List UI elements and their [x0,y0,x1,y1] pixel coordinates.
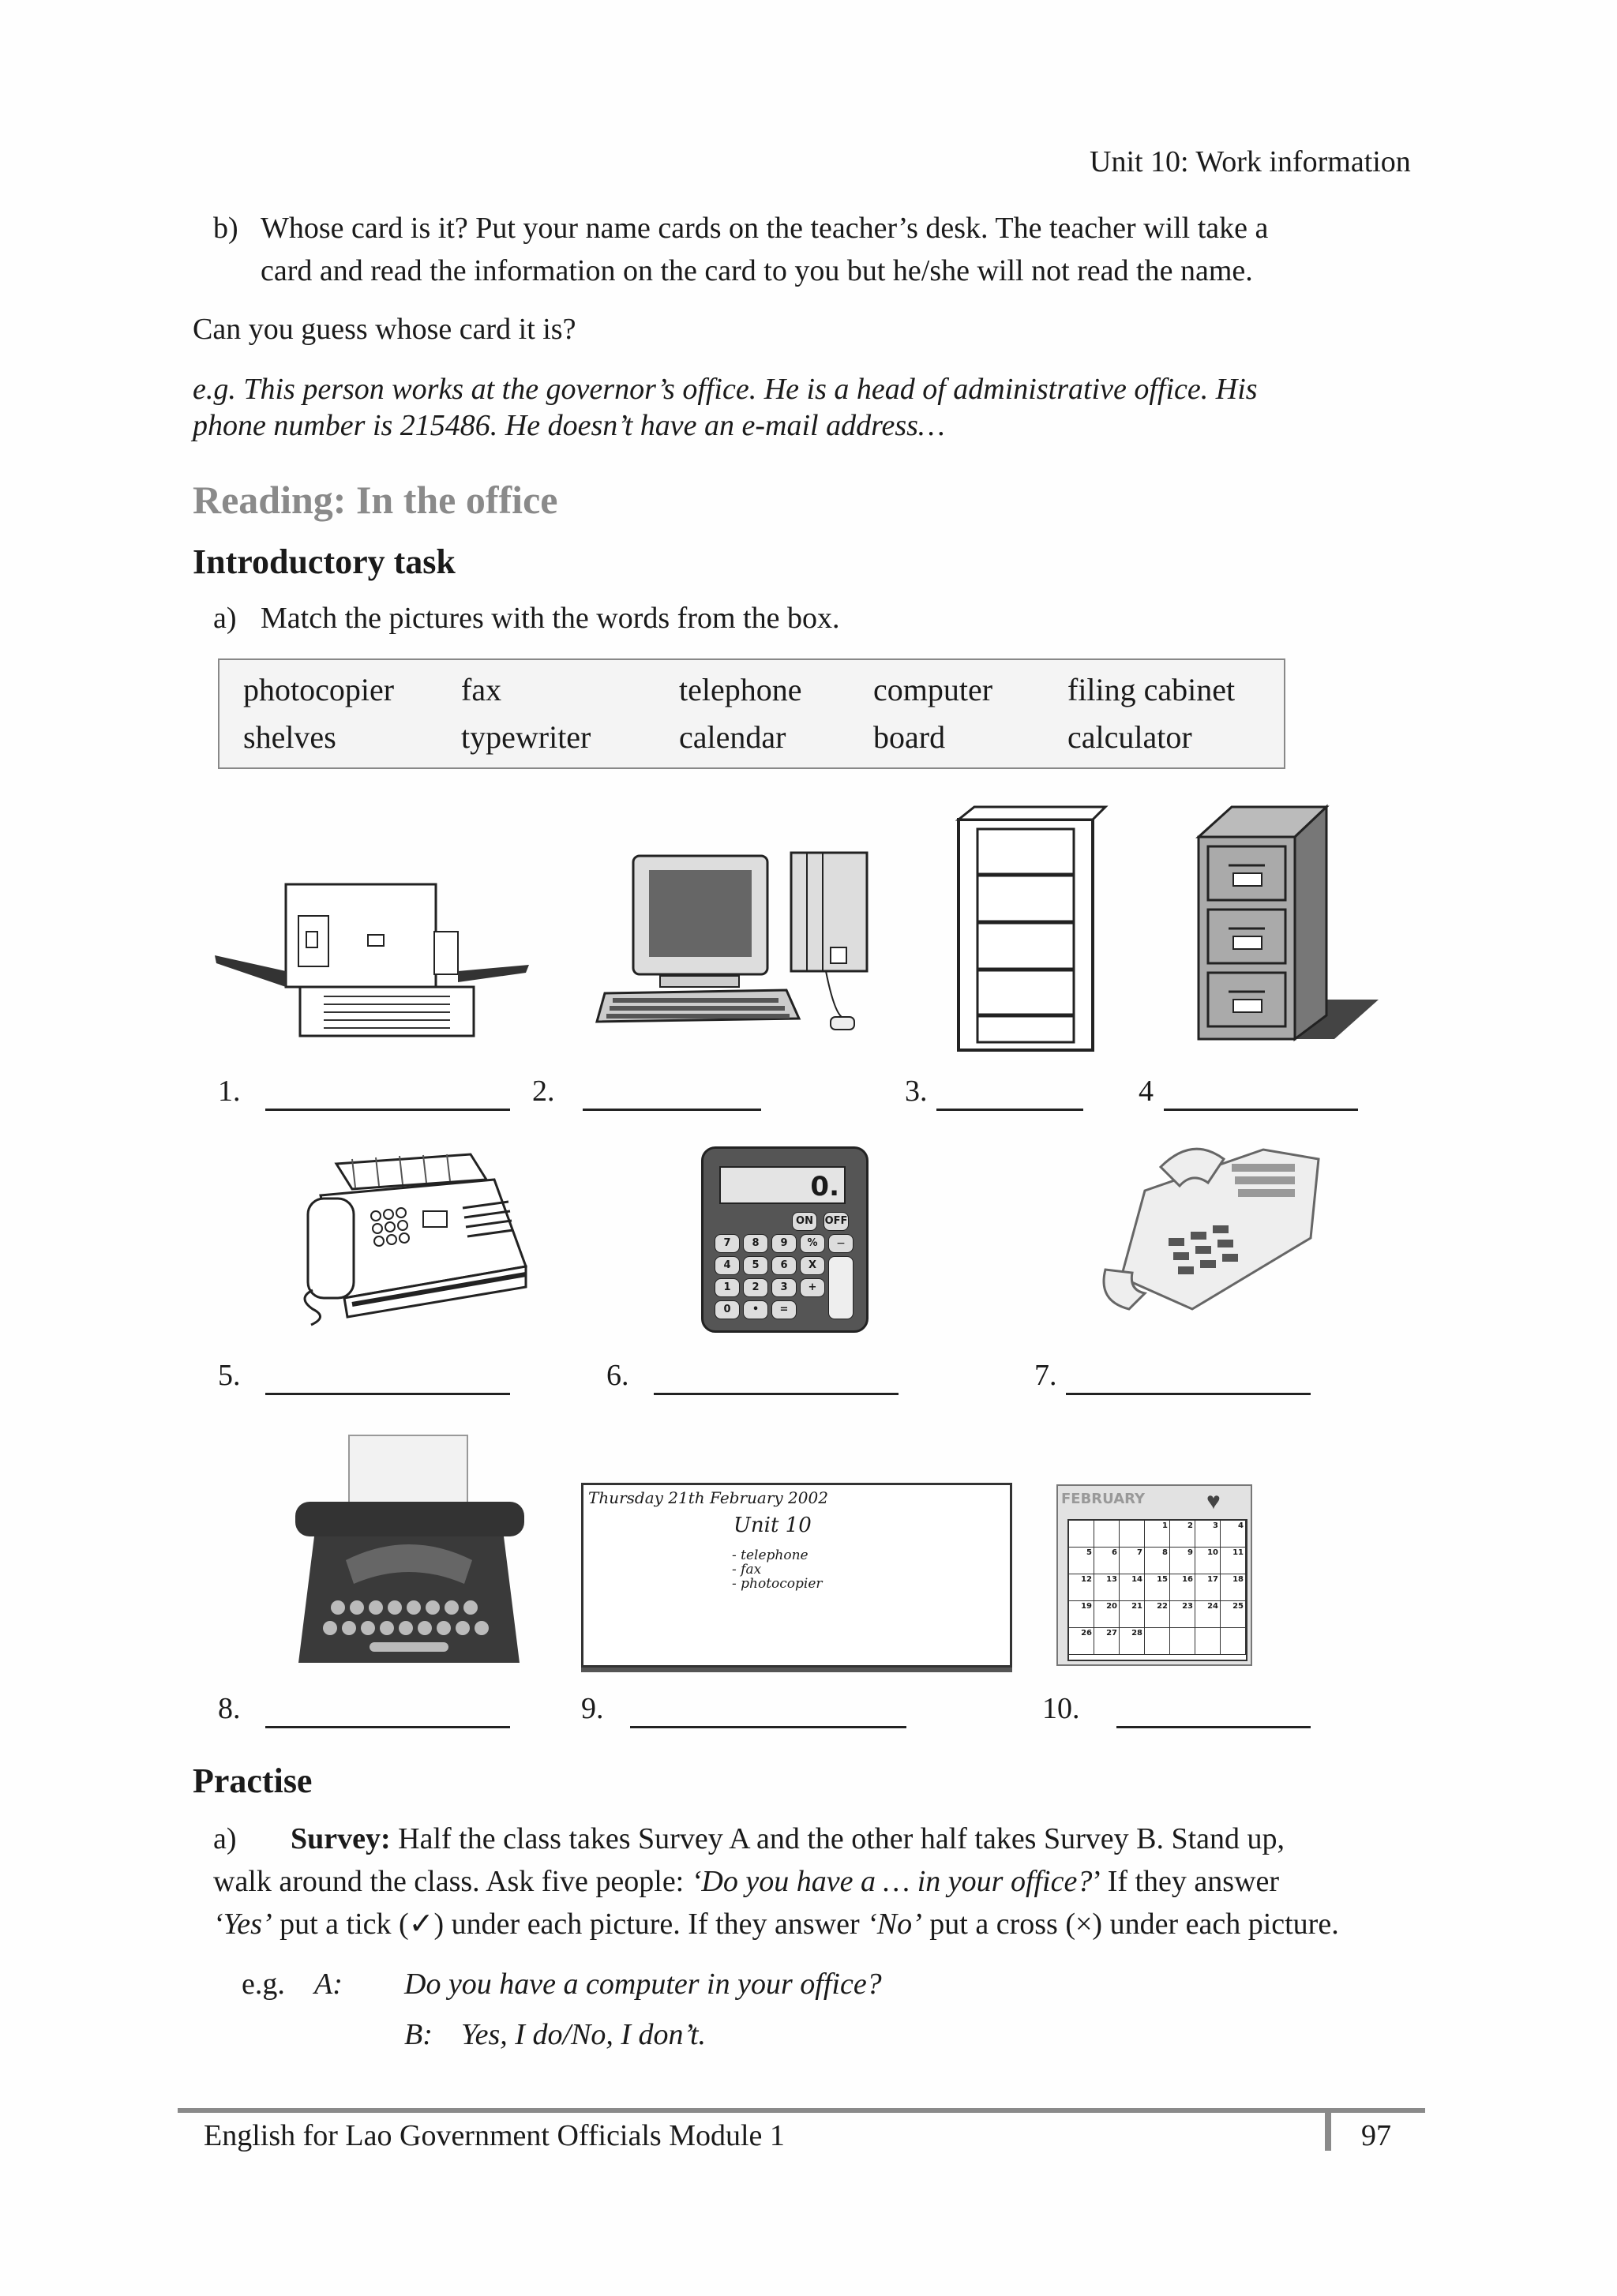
calendar-cell [1221,1628,1246,1655]
yes-word: ‘Yes’ [213,1908,272,1941]
calculator-key: X [800,1256,825,1275]
calculator-key: 6 [771,1256,797,1275]
picture-label: 10. [1042,1692,1080,1725]
word-item: calendar [679,719,786,755]
page-number: 97 [1361,2119,1391,2152]
task-b-line1: Whose card is it? Put your name cards on the teacher’s desk. The teacher will take a [261,212,1269,245]
calendar-cell: 20 [1094,1601,1120,1628]
calculator-key: 0 [715,1300,740,1319]
cross-icon: × [1075,1908,1093,1941]
calculator-key: 4 [715,1256,740,1275]
instruction-text: Match the pictures with the words from the box. [261,602,840,635]
calendar-cell [1170,1628,1195,1655]
practise-heading: Practise [193,1761,313,1800]
word-item: telephone [679,672,802,707]
calendar-cell [1195,1628,1221,1655]
typewriter-picture [291,1434,527,1671]
calendar-cell: 16 [1170,1574,1195,1601]
calendar-cell: 23 [1170,1601,1195,1628]
word-box [218,658,1285,769]
answer-blank-2[interactable] [583,1082,761,1111]
survey-text3a: put a tick ( [272,1908,409,1941]
survey-text3d: ) under each picture. [1092,1908,1339,1941]
calculator-key: 7 [715,1234,740,1253]
photocopier-picture [213,869,545,1042]
survey-question: ‘Do you have a … in your office? [691,1865,1093,1898]
example-line2: phone number is 215486. He doesn’t have an e-mail address… [193,409,945,442]
calendar-cell: 11 [1221,1548,1246,1574]
task-b-question: Can you guess whose card it is? [193,313,576,346]
filing-cabinet-picture [1192,802,1390,1039]
calculator-key: = [771,1300,797,1319]
calculator-picture [701,1146,869,1333]
calendar-cell [1069,1521,1094,1548]
board-picture [581,1483,1012,1668]
answer-blank-1[interactable] [265,1082,510,1111]
answer-blank-9[interactable] [630,1699,906,1728]
instruction-label: a) [213,602,237,635]
survey-line1 [291,1818,1285,1860]
picture-label: 9. [581,1692,604,1725]
shelves-picture [951,804,1109,1041]
calendar-cell: 22 [1145,1601,1170,1628]
fax-picture [297,1148,534,1330]
calendar-cell: 13 [1094,1574,1120,1601]
answer-blank-5[interactable] [265,1366,510,1395]
speaker-b: B: [404,2018,433,2051]
dialogue-b: Yes, I do/No, I don’t. [461,2018,707,2051]
answer-blank-6[interactable] [654,1366,899,1395]
word-item: computer [873,672,993,707]
calendar-month: FEBRUARY [1061,1491,1146,1507]
board-item: - telephone [732,1548,808,1563]
word-item: fax [461,672,502,707]
calendar-cell [1094,1521,1120,1548]
picture-label: 3. [905,1075,928,1108]
calculator-key: % [800,1234,825,1253]
word-item: board [873,719,946,755]
calculator-key: + [800,1278,825,1297]
eg-label: e.g. [242,1968,285,2001]
survey-bold: Survey: [291,1822,391,1855]
calendar-cell: 19 [1069,1601,1094,1628]
calendar-cell: 14 [1120,1574,1145,1601]
calendar-cell: 28 [1120,1628,1145,1655]
survey-line2 [213,1860,1279,1903]
calendar-cell: 21 [1120,1601,1145,1628]
dialogue-a: Do you have a computer in your office? [404,1968,882,2001]
word-item: typewriter [461,719,591,755]
word-item: photocopier [243,672,395,707]
answer-blank-7[interactable] [1066,1366,1311,1395]
calendar-cell: 7 [1120,1548,1145,1574]
survey-text2b: ’ If they answer [1092,1865,1280,1898]
picture-label: 6. [606,1359,629,1392]
calendar-cell: 25 [1221,1601,1246,1628]
calculator-keypad [715,1212,857,1322]
task-b-label: b) [213,212,238,245]
no-word: ‘No’ [867,1908,922,1941]
calendar-cell: 5 [1069,1548,1094,1574]
footer-divider [1325,2110,1331,2151]
calculator-key: 2 [743,1278,768,1297]
calendar-cell: 8 [1145,1548,1170,1574]
board-list [732,1548,823,1591]
picture-label: 2. [532,1075,555,1108]
footer-title: English for Lao Government Officials Module 1 [204,2119,785,2152]
calendar-cell: 12 [1069,1574,1094,1601]
tick-icon: ✓ [408,1908,434,1941]
calculator-display: 0. [719,1166,846,1204]
survey-text1: Half the class takes Survey A and the other half takes Survey B. Stand up, [398,1822,1285,1855]
running-header: Unit 10: Work information [1090,145,1411,178]
calendar-cell [1145,1628,1170,1655]
picture-label: 7. [1034,1359,1057,1392]
calendar-cell: 27 [1094,1628,1120,1655]
survey-text3c: put a cross ( [921,1908,1075,1941]
calendar-picture [1056,1484,1252,1666]
answer-blank-3[interactable] [936,1082,1083,1111]
picture-label: 8. [218,1692,241,1725]
calendar-cell: 4 [1221,1521,1246,1548]
answer-blank-4[interactable] [1164,1082,1358,1111]
survey-line3 [213,1903,1339,1945]
telephone-picture [1074,1143,1326,1333]
board-item: - fax [732,1562,762,1578]
calendar-cell: 18 [1221,1574,1246,1601]
computer-picture [597,853,873,1042]
calendar-cell: 2 [1170,1521,1195,1548]
calendar-cell: 6 [1094,1548,1120,1574]
practise-label: a) [213,1822,237,1855]
calculator-key: 5 [743,1256,768,1275]
calendar-cell: 10 [1195,1548,1221,1574]
calendar-cell: 1 [1145,1521,1170,1548]
reading-title: Reading: In the office [193,478,558,522]
calculator-key: • [743,1300,768,1319]
calculator-key: ON [792,1212,817,1231]
calculator-key: 8 [743,1234,768,1253]
calendar-cell: 9 [1170,1548,1195,1574]
calendar-cell: 15 [1145,1574,1170,1601]
footer-rule [178,2108,1425,2113]
calculator-key [828,1256,854,1319]
heart-icon: ♥ [1206,1488,1221,1514]
word-item: calculator [1067,719,1192,755]
calculator-key: OFF [824,1212,849,1231]
calendar-cell: 24 [1195,1601,1221,1628]
calculator-key: − [828,1234,854,1253]
task-b-line2: card and read the information on the card to you but he/she will not read the name. [261,254,1253,287]
board-date: Thursday 21th February 2002 [588,1488,828,1507]
word-item: shelves [243,719,336,755]
picture-label: 1. [218,1075,241,1108]
word-item: filing cabinet [1067,672,1236,707]
calculator-key: 9 [771,1234,797,1253]
calendar-grid [1067,1519,1247,1661]
picture-label: 5. [218,1359,241,1392]
survey-text2a: walk around the class. Ask five people: [213,1865,692,1898]
answer-blank-8[interactable] [265,1699,510,1728]
calendar-cell: 26 [1069,1628,1094,1655]
board-title: Unit 10 [733,1514,812,1537]
answer-blank-10[interactable] [1116,1699,1311,1728]
calendar-cell: 17 [1195,1574,1221,1601]
calculator-key: 1 [715,1278,740,1297]
speaker-a: A: [314,1968,343,2001]
survey-text3b: ) under each picture. If they answer [433,1908,868,1941]
calendar-cell: 3 [1195,1521,1221,1548]
calendar-cell [1120,1521,1145,1548]
picture-label: 4 [1139,1075,1154,1108]
board-item: - photocopier [732,1576,823,1592]
calculator-key: 3 [771,1278,797,1297]
intro-heading: Introductory task [193,542,456,581]
example-line1: e.g. This person works at the governor’s office. He is a head of administrative office. His [193,373,1258,406]
